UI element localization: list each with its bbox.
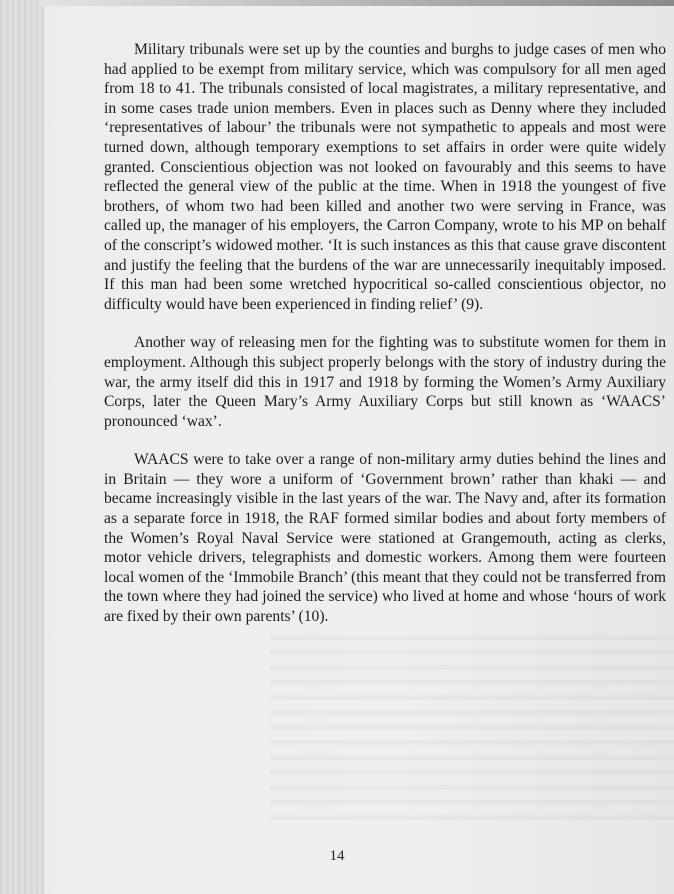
paragraph-1: Military tribunals were set up by the counties and burghs to judge cases of men who had applied to be exempt from military service, which was compulsory for all men aged from 18 to 41. The tribunals consisted of local magistrates, a military representative, and in some cases trade union members. Even in places such as Denny where they included ‘representatives of labour’ the tribunals were not sympathetic to appeals and most were turned down, although temporary exemptions to set affairs in order were quite widely granted. Conscientious objection was not looked on favourably and this seems to have reflected the general view of the public at the time. When in 1918 the youngest of five brothers, of whom two had been killed and another two were serving in France, was called up, the manager of his employers, the Carron Company, wrote to his MP on behalf of the conscript’s widowed mother. ‘It is such instances as this that cause grave discontent and justify the feeling that the burdens of the war are unnecessarily inequitably imposed. If this man had been some wretched hypocritical so-called conscientious objector, no difficulty would have been experienced in finding relief’ (9). [104, 41, 666, 313]
paragraph-3: WAACS were to take over a range of non-military army duties behind the lines and in Britain — they wore a uniform of ‘Government brown’ rather than khaki — and became increasingly visible in the last years of the war. The Navy and, after its formation as a separate force in 1918, the RAF formed similar bodies and about forty members of the Women’s Royal Naval Service were stationed at Grangemouth, acting as clerks, motor vehicle drivers, telegraphists and domestic workers. Among them were fourteen local women of the ‘Immobile Branch’ (this meant that they could not be transferred from the town where they had joined the service) who lived at home and whose ‘hours of work are fixed by their own parents’ (10). [104, 451, 666, 626]
page-top-edge [40, 0, 674, 6]
paragraph-2: Another way of releasing men for the fighting was to substitute women for them in employment. Although this subject properly belongs with the story of industry during the war, the army itself did this in 1917 and 1918 by forming the Women’s Army Auxiliary Corps, later the Queen Mary’s Army Auxiliary Corps but still known as ‘WAACS’ pronounced ‘wax’. [104, 334, 666, 430]
body-text [104, 40, 666, 646]
page-number: 14 [329, 848, 345, 864]
book-spine-shadow [0, 0, 44, 894]
show-through-text [270, 625, 674, 825]
